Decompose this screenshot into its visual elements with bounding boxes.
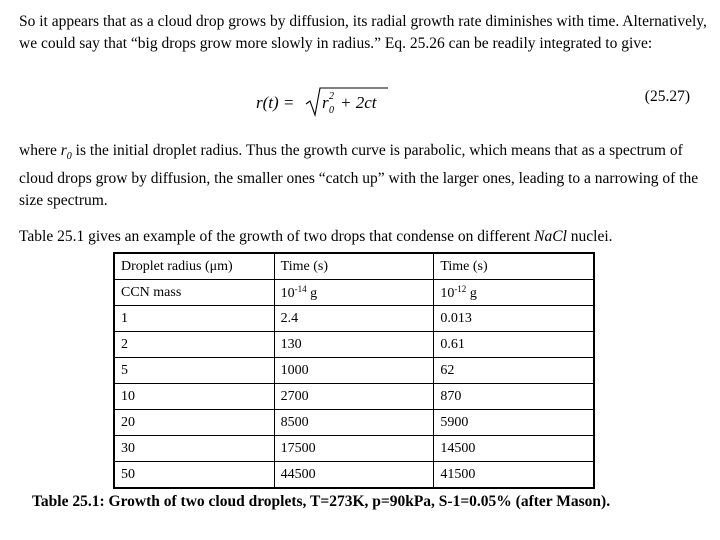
ccn-mass-2-base: 10 [440,285,455,301]
time-2-cell: 41500 [434,462,594,489]
radicand-rest: + 2ct [340,93,377,112]
equation-lhs: r(t) = [256,93,295,112]
ccn-mass-1-exp: -14 [294,283,307,294]
radicand-exp: 2 [329,91,334,102]
p2-text-b: is the initial droplet radius. Thus the growth curve is parabolic, which means that as a spectrum of cloud drops grow by diffusion, the smaller ones “catch up” with the larger ones, leading to a narrowing of the size spectrum. [19,142,699,210]
ccn-mass-1-unit: g [306,285,318,301]
time-1-cell: 44500 [274,462,434,489]
table-caption: Table 25.1: Growth of two cloud droplets, T=273K, p=90kPa, S-1=0.05% (after Mason). [32,493,611,510]
table-row [114,306,594,332]
p3-chemical: NaCl [534,228,567,245]
time-1-cell: 2.4 [274,306,434,332]
ccn-label-cell: CCN mass [114,280,274,306]
time-1-cell: 130 [274,332,434,358]
radicand-sub: 0 [329,105,334,116]
time-1-cell: 8500 [274,410,434,436]
ccn-mass-2-exp: -12 [454,283,467,294]
p3-text-b: nuclei. [566,228,613,245]
growth-table [113,252,595,489]
time-2-cell: 0.013 [434,306,594,332]
header-cell: Time (s) [434,253,594,280]
time-1-cell: 2700 [274,384,434,410]
radius-cell: 10 [114,384,274,410]
intro-paragraph: So it appears that as a cloud drop grows by diffusion, its radial growth rate diminishes with time. Alternatively, we could say that “big drops grow more slowly in radius.” Eq. 25.26 can be readily integrated to give: [19,13,707,52]
time-1-cell: 17500 [274,436,434,462]
p3-text-a: Table 25.1 gives an example of the growth of two drops that condense on different [19,228,535,245]
radius-cell: 1 [114,306,274,332]
ccn-mass-2-cell [434,280,594,306]
p2-text-a: where [19,142,61,159]
radius-cell: 50 [114,462,274,489]
table-row [114,384,594,410]
table-header-row [114,253,594,280]
time-2-cell: 5900 [434,410,594,436]
table-row [114,462,594,489]
table-ccn-row [114,280,594,306]
equation-number: (25.27) [644,88,690,105]
time-2-cell: 62 [434,358,594,384]
time-2-cell: 0.61 [434,332,594,358]
table-row [114,410,594,436]
table-intro-paragraph [19,226,709,248]
radicand-var: r [322,93,329,112]
header-cell: Time (s) [274,253,434,280]
table-row [114,358,594,384]
radius-cell: 2 [114,332,274,358]
time-1-cell: 1000 [274,358,434,384]
table-row [114,436,594,462]
time-2-cell: 14500 [434,436,594,462]
radius-cell: 30 [114,436,274,462]
equation-25-27 [256,84,396,120]
explanation-paragraph [19,140,709,212]
p2-subscript: 0 [66,151,72,163]
time-2-cell: 870 [434,384,594,410]
ccn-mass-2-unit: g [466,285,477,301]
p2-variable: r [60,142,67,159]
table-row [114,332,594,358]
ccn-mass-1-base: 10 [280,285,295,301]
radius-cell: 20 [114,410,274,436]
equation-svg [256,84,396,120]
radius-cell: 5 [114,358,274,384]
header-cell: Droplet radius (μm) [114,253,274,280]
ccn-mass-1-cell [274,280,434,306]
